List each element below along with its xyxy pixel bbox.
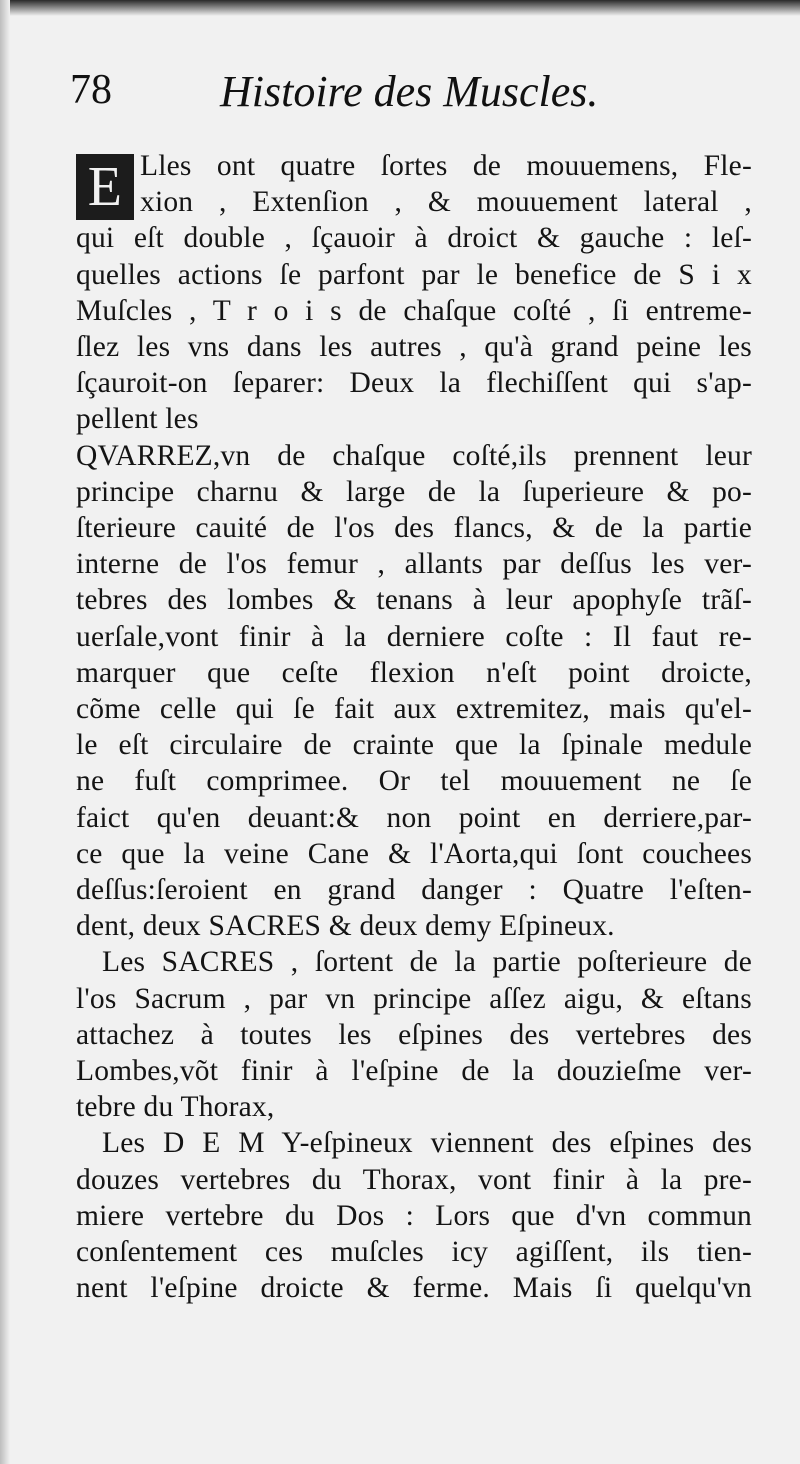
text-line: QVARREZ,vn de chaſque coſté,ils prennent leur (76, 439, 752, 472)
text-line: principe charnu & large de la ſuperieure & po- (76, 475, 752, 508)
text-line: douzes vertebres du Thorax, vont finir à la pre- (76, 1163, 752, 1196)
text-line: interne de l'os femur , allants par deſſus les ver- (76, 548, 752, 581)
body-text (76, 148, 752, 1307)
text-line: cõme celle qui ſe fait aux extremitez, mais qu'el- (76, 693, 752, 726)
text-line: dent, deux SACRES & deux demy Eſpineux. (76, 910, 615, 943)
page-header (70, 60, 770, 120)
text-line: le eſt circulaire de crainte que la ſpinale medule (76, 729, 752, 762)
text-line: Lles ont quatre ſortes de mouuemens, Fle- (140, 150, 752, 182)
text-line: conſentement ces muſcles icy agiſſent, ils tien- (76, 1236, 752, 1269)
text-line: quelles actions ſe parfont par le benefice de S i x (76, 258, 752, 291)
text-line: marquer que ceſte flexion n'eſt point droicte, (76, 656, 752, 689)
running-title: Histoire des Muscles. (220, 67, 599, 116)
text-line: Les D E M Y-eſpineux viennent des eſpines des (102, 1127, 752, 1160)
page-gutter-edge (0, 0, 10, 1464)
text-line: pellent les (76, 403, 199, 436)
text-line: qui eſt double , ſçauoir à droict & gauche : leſ- (76, 222, 752, 255)
text-line: l'os Sacrum , par vn principe aſſez aigu, & eſtans (76, 982, 752, 1015)
text-line: ſçauroit-on ſeparer: Deux la flechiſſent qui s'ap- (76, 367, 752, 400)
text-line: ne fuſt comprimee. Or tel mouuement ne ſe (76, 765, 752, 798)
text-line: nent l'eſpine droicte & ferme. Mais ſi quelqu'vn (76, 1272, 752, 1305)
text-line: xion , Extenſion , & mouuement lateral , (140, 186, 752, 219)
page-top-shadow (0, 0, 800, 16)
drop-cap: E (76, 154, 134, 220)
text-line: tebre du Thorax, (76, 1091, 275, 1124)
text-line: ce que la veine Cane & l'Aorta,qui ſont couchees (76, 837, 752, 870)
text-line: uerſale,vont finir à la derniere coſte : Il faut re- (76, 620, 752, 653)
text-line: faict qu'en deuant:& non point en derriere,par- (76, 801, 752, 834)
text-line: deſſus:ſeroient en grand danger : Quatre l'eſten- (76, 874, 752, 907)
text-line: Muſcles , T r o i s de chaſque coſté , ſi entreme- (76, 294, 752, 327)
text-line: ſlez les vns dans les autres , qu'à grand peine les (76, 331, 752, 364)
page-number: 78 (70, 67, 112, 113)
text-line: Les SACRES , ſortent de la partie poſterieure de (102, 946, 752, 979)
text-line: Lombes,võt finir à l'eſpine de la douzieſme ver- (76, 1055, 752, 1088)
text-line: miere vertebre du Dos : Lors que d'vn commun (76, 1199, 752, 1232)
text-line: ſterieure cauité de l'os des flancs, & de la partie (76, 512, 752, 545)
text-line: tebres des lombes & tenans à leur apophyſe trãſ- (76, 584, 752, 617)
text-line: attachez à toutes les eſpines des vertebres des (76, 1018, 752, 1051)
